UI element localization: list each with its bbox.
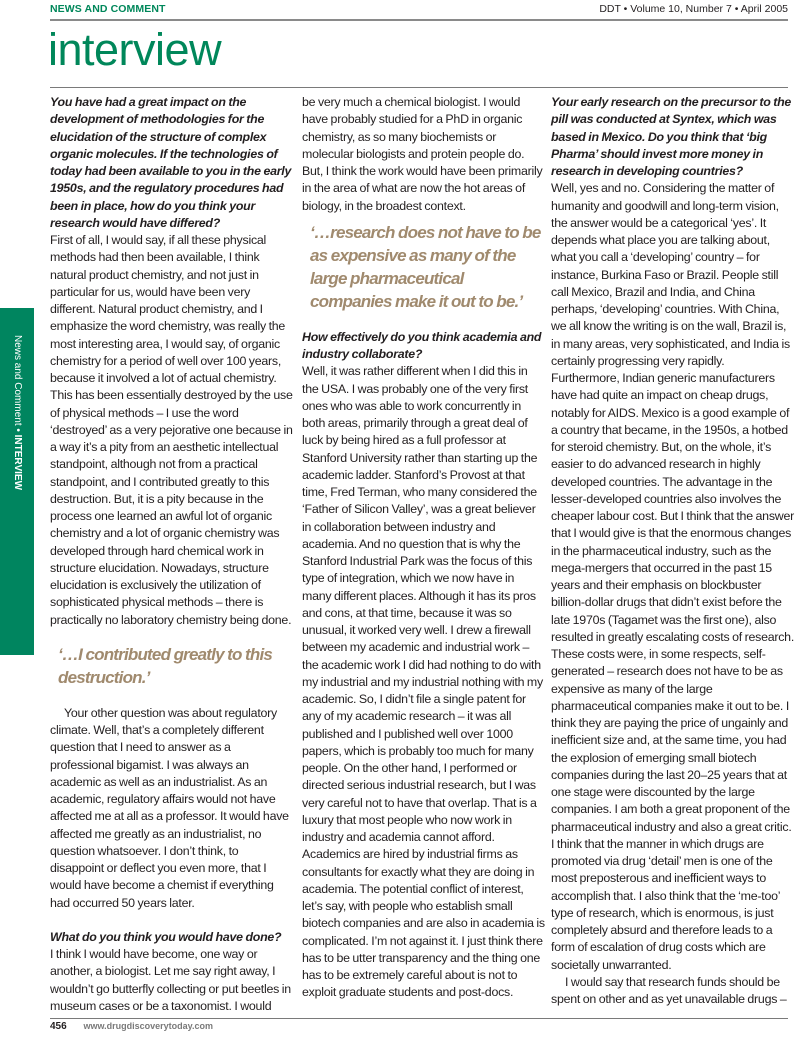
question: What do you think you would have done? xyxy=(50,929,282,944)
pull-quote: ‘…research does not have to be as expensive as many of the large pharmaceutical companies make it out to be.’ xyxy=(310,222,541,311)
answer: be very much a chemical biologist. I would have probably studied for a PhD in organic chemistry, as so many biochemists or molecular biologists and protein people do. But, I think the work would have been primarily in the area of what are now the hot areas of biology, in the broadest context. xyxy=(302,95,543,213)
title-divider xyxy=(50,87,788,88)
section-label: NEWS AND COMMENT xyxy=(50,3,166,15)
page-number: 456 xyxy=(50,1021,67,1032)
answer: Your other question was about regulatory climate. Well, that’s a completely different question that I need to answer as a professional bigamist. I was always an academic as well as an industrialist. As an academic, regulatory affairs would not have affected me at all as a professor. It would have affected me greatly as an industrialist, no question whatsoever. I don’t think, to disappoint or deflect you even more, that I would have become a chemist if everything had occurred 50 years later. xyxy=(50,705,289,910)
website-link[interactable]: www.drugdiscoverytoday.com xyxy=(83,1021,213,1031)
column-1 xyxy=(50,94,294,1015)
column-2 xyxy=(302,94,546,1002)
footer xyxy=(50,1021,213,1032)
question: You have had a great impact on the development of methodologies for the elucidation of the structure of complex organic molecules. If the technologies of today had been available to you in the early 1950s, and the regulatory procedures had been in place, how do you think your research would have differed? xyxy=(50,95,292,230)
answer: Well, yes and no. Considering the matter of humanity and goodwill and long-term vision, the answer would be a categorical ‘yes’. It depends what place you are talking about, what you call a ‘developing’ country – for instance, Burkina Faso or Brazil. People still call Mexico, Brazil and India, and China perhaps, ‘developing’ countries. With China, we all know the writing is on the wall, Brazil is, in many areas, very sophisticated, and India is certainly progressing very rapidly. Furthermore, Indian generic manufacturers have had quite an impact on cheap drugs, notably for AIDS. Mexico is a good example of a country that became, in the 1950s, a hotbed for steroid chemistry. But, on the whole, it’s easier to do advanced research in highly developed countries. The advantage in the lesser-developed countries also involves the cheaper labour cost. But I think that the answer that I would give is that the enormous changes in the pharmaceutical industry, such as the mega-mergers that occurred in the past 15 years and their emphasis on blockbuster billion-dollar drugs that didn’t exist before the late 1970s (Tagamet was the first one), also resulted in greatly escalating costs of research. These costs were, in some respects, self-generated – research does not have to be as expensive as many of the large pharmaceutical companies make it out to be. I think they are paying the price of ungainly and inefficient size and, at the same time, you had the explosion of emerging small biotech companies during the last 20–25 years that at one stage were discounted by the large companies. I am both a great proponent of the pharmaceutical industry and also a great critic. I think that the manner in which drugs are promoted via drug ‘detail’ men is one of the most preposterous and inefficient ways to accomplish that. I also think that the ‘me-too’ type of research, which is enormous, is just completely absurd and therefore leads to a form of escalation of drug costs which are societally unwarranted. xyxy=(551,181,795,972)
issue-info: DDT • Volume 10, Number 7 • April 2005 xyxy=(599,3,788,15)
side-tab-label xyxy=(12,335,23,490)
running-head xyxy=(50,3,788,19)
column-3 xyxy=(551,94,795,1008)
answer: First of all, I would say, if all these physical methods had then been available, I think natural product chemistry, and not just in particular for us, would have been very different. Natural product chemistry, and I emphasize the word chemistry, was really the most interesting area, I would say, of organic chemistry for a period of well over 100 years, because it involved a lot of actual chemistry. This has been essentially destroyed by the use of physical methods – I use the word ‘destroyed’ as a very pejorative one because in a way it’s a pity from an aesthetic intellectual standpoint, although not from a practical standpoint, and I contributed greatly to this destruction. But, it is a pity because in the process one learned an awful lot of organic chemistry and a lot of organic chemistry was developed through hard chemical work in structure elucidation. Nowadays, structure elucidation is exclusively the utilization of sophisticated physical methods – there is practically no laboratory chemistry being done. xyxy=(50,233,293,627)
question: Your early research on the precursor to the pill was conducted at Syntex, which was based in Mexico. Do you think that ‘big Pharma’ should invest more money in research in developing countries? xyxy=(551,95,792,178)
question: How effectively do you think academia and industry collaborate? xyxy=(302,329,542,361)
answer: I think I would have become, one way or another, a biologist. Let me say right away, I wouldn’t go butterfly collecting or put beetles in museum cases or be a taxonomist. I would xyxy=(50,947,291,1013)
pull-quote: ‘…I contributed greatly to this destruction.’ xyxy=(58,644,273,687)
page-title: interview xyxy=(48,24,222,75)
answer: Well, it was rather different when I did this in the USA. I was probably one of the very first ones who was able to work concurrently in both areas, primarily through a great deal of luck by being hired as a full professor at Stanford University rather than starting up the academic ladder. Stanford’s Provost at that time, Fred Terman, who many considered the ‘Father of Silicon Valley’, was a great believer in collaboration between industry and academia. And no question that is why the Stanford Industrial Park was the focus of this type of integration, which we now have in many different places. Although it has its pros and cons, at that time, because it was so unusual, it worked very well. I drew a firewall between my academic and industrial work – the academic work I did had nothing to do with my industrial and my industrial nothing with my academic. So, I didn’t file a single patent for any of my academic research – it was all published and I published well over 1000 papers, which is probably too much for many people. On the other hand, I performed or directed serious industrial research, but I was very careful not to have that overlap. That is a luxury that most people who now work in industry and academia cannot afford. Academics are hired by industrial firms as consultants for exactly what they are doing in academia. The potential conflict of interest, let’s say, with people who establish small biotech companies and are also in academia is complicated. I’m not against it. I just think there has to be utter transparency and the thing one has to be extremely careful about is not to exploit graduate students and post-docs. xyxy=(302,364,545,1000)
answer: I would say that research funds should be spent on other and as yet unavailable drugs – xyxy=(551,974,787,1006)
side-tab-section: News and Comment • xyxy=(12,335,23,432)
header-divider xyxy=(50,19,788,21)
side-tab-subsection: INTERVIEW xyxy=(12,434,23,491)
footer-divider xyxy=(50,1018,788,1019)
